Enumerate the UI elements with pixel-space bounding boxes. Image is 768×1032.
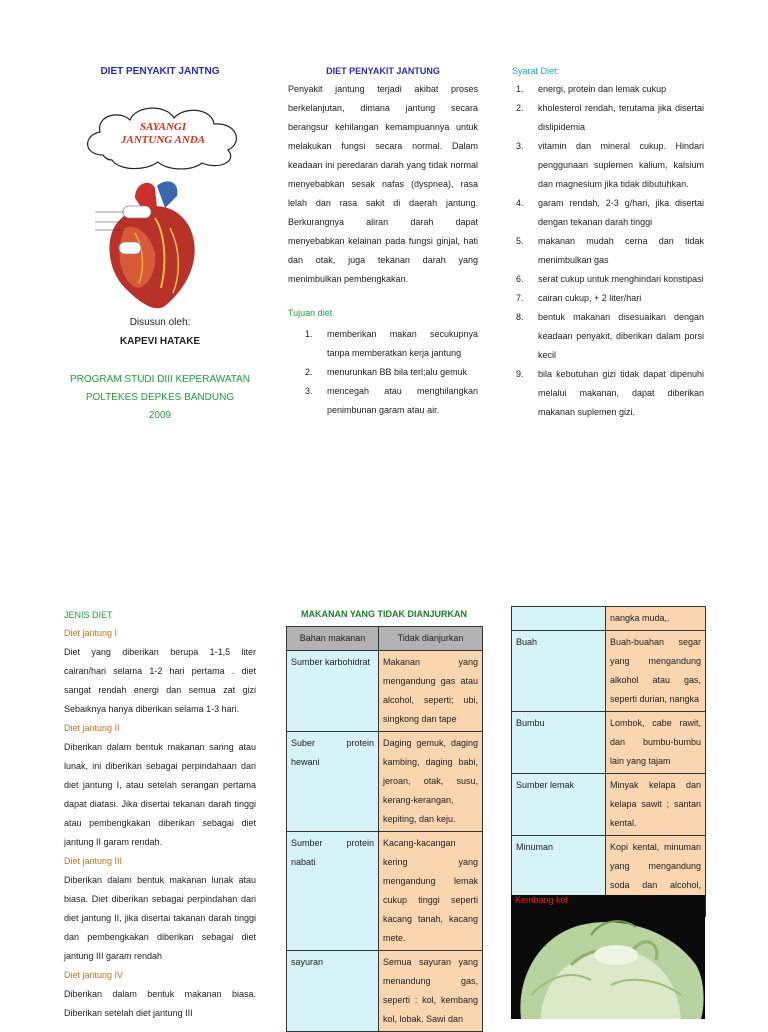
table-cell: Suber protein hewani: [287, 732, 379, 832]
diet-heading: Diet jantung I: [64, 628, 118, 638]
year: 2009: [148, 410, 172, 421]
list-item: 2. menurunkan BB bila terl;alu gemuk: [305, 367, 468, 377]
prepared-by: Disusun oleh:: [129, 317, 191, 328]
cauliflower-illustration: [511, 895, 705, 1019]
not-recommended-title: MAKANAN YANG TIDAK DIANJURKAN: [300, 609, 467, 619]
list-item: 5. makanan mudah cerna dan tidak menimbulkan gas: [516, 236, 704, 265]
list-item: 6. serat cukup untuk menghindari konstipasi: [516, 274, 704, 284]
table-cell: sayuran: [287, 951, 379, 1032]
table-header-row: [287, 627, 483, 651]
table-row: [512, 631, 706, 712]
diet-text: Diberikan dalam bentuk makanan biasa. Diberikan setelah diet jantung III: [64, 989, 256, 1018]
diet-heading: Diet jantung III: [64, 856, 123, 866]
diet-text: Diberikan dalam bentuk makanan saring atau lunak, ini diberikan sebagai perpindahaan dari diet jantung I, atau setelah serangan pertama dapat diatasi. Jika disertai tekanan darah tinggi atau pembengkakan diberikan sebagai diet jantung II garam rendah.: [64, 742, 256, 847]
table-header: Bahan makanan: [287, 627, 379, 651]
diet-heading: Diet jantung IV: [64, 970, 124, 980]
table-cell: Kacang-kacangan kering yang mengandung lemak cukup tinggi seperti kacang tanah, kacang mete.: [379, 832, 483, 951]
table-cell: [512, 607, 606, 631]
requirements-list: [516, 80, 704, 422]
brochure-title: DIET PENYAKIT JANTNG: [100, 66, 220, 77]
table-cell: Semua sayuran yang menandung gas, seperti : kol, kembang kol, lobak. Sawi dan: [379, 951, 483, 1032]
table-cell: Sumber lemak: [512, 774, 606, 836]
list-item: 4. garam rendah, 2-3 g/hari, jika disertai dengan tekanan darah tinggi: [516, 198, 704, 227]
diet-types-content: [64, 624, 256, 1023]
panel2-title: DIET PENYAKIT JANTUNG: [326, 66, 440, 76]
heart-illustration: [95, 178, 200, 313]
table-row: [512, 712, 706, 774]
table-cell: Sumber protein nabati: [287, 832, 379, 951]
cloud-text-2: JANTUNG ANDA: [120, 134, 206, 146]
list-item: 1. energi, protein dan lemak cukup: [516, 84, 667, 94]
table-cell: Lombok, cabe rawit, dan bumbu-bumbu lain yang tajam: [606, 712, 706, 774]
author-name: KAPEVI HATAKE: [119, 336, 201, 347]
table-cell: nangka muda,.: [606, 607, 706, 631]
program-name: PROGRAM STUDI DIII KEPERAWATAN: [69, 374, 250, 385]
list-item: 1. memberikan makan secukupnya tanpa memberatkan kerja jantung: [305, 329, 478, 358]
food-table-continued: [511, 606, 706, 917]
table-cell: Buah-buahan segar yang mengandung alkohol atau gas, seperti durian, nangka: [606, 631, 706, 712]
diet-heading: Diet jantung II: [64, 723, 120, 733]
goal-title: Tujuan diet: [288, 308, 333, 318]
panel3-title: Syarat Diet:: [512, 66, 560, 76]
diet-text: Diberikan dalam bentuk makanan lunak atau biasa. Diet diberikan sebagai perpindahan dari diet jantung II, jika disertai takanan darah tinggi dan pembengkakan diberikan sebagai diet jantung III garam rendah: [64, 875, 256, 961]
table-row: [512, 774, 706, 836]
cloud-text-1: SAYANGI: [139, 121, 187, 133]
table-row: [287, 951, 483, 1032]
diet-types-title: JENIS DIET: [64, 610, 113, 620]
table-cell: Minuman: [512, 836, 606, 917]
intro-paragraph: Penyakit jantung terjadi akibat proses berkelanjutan, dimana jantung secara berangsur kehilangan kemampuannya untuk melakukan fungsi secara normal. Dalam keadaan ini peredaran darah yang tidak normal menyebabkan sesak nafas (dyspnea), rasa lelah dan rasa sakit di daerah jantung. Berkurangnya aliran darah dapat menyebabkan kelainan pada fungsi ginjal, hati dan otak, juga tekanan darah yang menimbulkan pembengkakan.: [288, 84, 478, 284]
food-table: [286, 626, 483, 1032]
list-item: 9. bila kebutuhan gizi tidak dapat dipenuhi melalui makanan, dapat diberikan makanan suplemen gizi.: [516, 369, 704, 417]
table-cell: Minyak kelapa dan kelapa sawit ; santan kental.: [606, 774, 706, 836]
cauliflower-photo: [511, 895, 705, 1019]
table-cell: Buah: [512, 631, 606, 712]
table-cell: Kopi kental, minuman yang mengandung soda dan alcohol,: [606, 836, 706, 917]
cloud-banner: [78, 100, 248, 170]
list-item: 3. mencegah atau menghilangkan penimbunan garam atau air.: [305, 386, 478, 415]
table-cell: Sumber karbohidrat: [287, 651, 379, 732]
list-item: 7. cairan cukup, + 2 liter/hari: [516, 293, 642, 303]
list-item: 3. vitamin dan mineral cukup. Hindari penggunaan suplemen kalium, kalsium dan magnesium jika tidak dibutuhkan.: [516, 141, 704, 189]
table-row: [287, 651, 483, 732]
list-item: 2. kholesterol rendah, terutama jika disertai dislipidemia: [516, 103, 704, 132]
table-row: [512, 607, 706, 631]
photo-caption: Kembang kol: [515, 895, 568, 905]
table-row: [287, 832, 483, 951]
diet-text: Diet yang diberikan berupa 1-1,5 liter cairan/hari selama 1-2 hari pertama . diet sangat rendah energi dan semua zat gizi Sebaiknya hanya diberikan selama 1-3 hari.: [64, 647, 256, 714]
table-header: Tidak dianjurkan: [379, 627, 483, 651]
list-item: 8. bentuk makanan disesuaikan dengan keadaan penyakit, diberikan dalam porsi kecil: [516, 312, 704, 360]
school-name: POLTEKES DEPKES BANDUNG: [85, 392, 235, 403]
goal-list: [305, 325, 478, 420]
table-cell: Bumbu: [512, 712, 606, 774]
table-cell: Daging gemuk, daging kambing, daging babi, jeroan, otak, susu, kerang-kerangan, kepiting, dan keju.: [379, 732, 483, 832]
table-row: [287, 732, 483, 832]
table-cell: Makanan yang mengandung gas atau alcohol, seperti; ubi, singkong dan tape: [379, 651, 483, 732]
